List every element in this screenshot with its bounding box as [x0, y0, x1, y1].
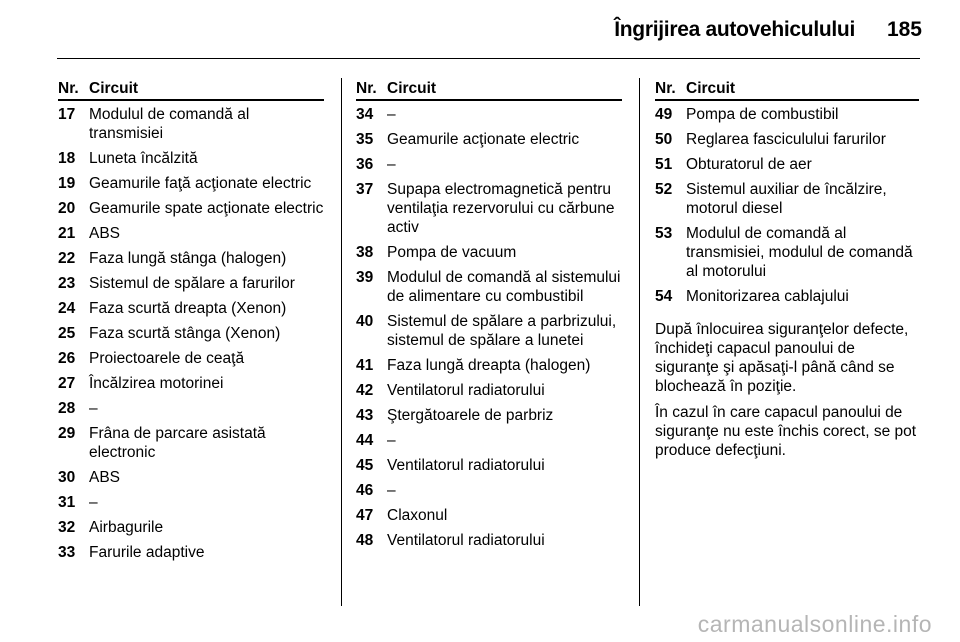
fuse-number: 54	[655, 288, 673, 305]
fuse-number: 40	[356, 313, 374, 330]
fuse-circuit: Faza lungă dreapta (halogen)	[387, 357, 591, 374]
table-header	[655, 79, 919, 101]
fuse-table-column-2	[356, 79, 622, 556]
fuse-circuit: Faza scurtă stânga (Xenon)	[89, 325, 281, 342]
fuse-number: 17	[58, 106, 76, 123]
fuse-circuit: Faza lungă stânga (halogen)	[89, 250, 287, 267]
fuse-table-column-1	[58, 79, 324, 568]
header-circuit: Circuit	[89, 80, 139, 97]
fuse-circuit: Ventilatorul radiatorului	[387, 457, 545, 474]
fuse-number: 33	[58, 544, 76, 561]
fuse-number: 30	[58, 469, 76, 486]
fuse-number: 45	[356, 457, 374, 474]
fuse-row	[58, 299, 324, 318]
fuse-circuit: Luneta încălzită	[89, 150, 198, 167]
fuse-circuit: Claxonul	[387, 507, 448, 524]
fuse-circuit: Faza scurtă dreapta (Xenon)	[89, 300, 287, 317]
fuse-row	[655, 155, 919, 174]
column-divider	[639, 78, 640, 606]
header-nr: Nr.	[58, 80, 79, 97]
fuse-row	[58, 324, 324, 343]
instructions	[655, 320, 919, 460]
fuse-circuit: Obturatorul de aer	[686, 156, 812, 173]
fuse-circuit: Geamurile spate acţionate electric	[89, 200, 324, 217]
fuse-row	[58, 174, 324, 193]
fuse-number: 49	[655, 106, 673, 123]
fuse-row	[356, 456, 622, 475]
fuse-row	[58, 224, 324, 243]
fuse-row	[356, 406, 622, 425]
fuse-row	[356, 431, 622, 450]
fuse-row	[356, 481, 622, 500]
fuse-row	[356, 180, 622, 237]
header-nr: Nr.	[356, 80, 377, 97]
fuse-rows	[655, 105, 919, 306]
fuse-row	[356, 312, 622, 350]
fuse-circuit: Monitorizarea cablajului	[686, 288, 849, 305]
fuse-row	[58, 149, 324, 168]
fuse-row	[58, 105, 324, 143]
fuse-row	[58, 468, 324, 487]
header-nr: Nr.	[655, 80, 676, 97]
table-header	[356, 79, 622, 101]
fuse-number: 53	[655, 225, 673, 242]
fuse-row	[356, 268, 622, 306]
fuse-number: 50	[655, 131, 673, 148]
fuse-number: 52	[655, 181, 673, 198]
fuse-row	[655, 224, 919, 281]
fuse-circuit: –	[89, 494, 98, 511]
fuse-number: 41	[356, 357, 374, 374]
fuse-row	[356, 155, 622, 174]
fuse-row	[356, 356, 622, 375]
watermark: carmanualsonline.info	[697, 611, 932, 637]
fuse-row	[58, 349, 324, 368]
fuse-row	[356, 381, 622, 400]
fuse-row	[58, 399, 324, 418]
fuse-number: 36	[356, 156, 374, 173]
fuse-number: 20	[58, 200, 76, 217]
fuse-row	[58, 543, 324, 562]
fuse-number: 51	[655, 156, 673, 173]
fuse-number: 44	[356, 432, 374, 449]
fuse-circuit: Ştergătoarele de parbriz	[387, 407, 554, 424]
fuse-number: 48	[356, 532, 374, 549]
fuse-rows	[58, 105, 324, 562]
fuse-row	[655, 180, 919, 218]
fuse-circuit: Frâna de parcare asistată electronic	[89, 425, 266, 461]
fuse-number: 25	[58, 325, 76, 342]
fuse-number: 19	[58, 175, 76, 192]
fuse-number: 29	[58, 425, 76, 442]
fuse-row	[356, 130, 622, 149]
fuse-row	[58, 374, 324, 393]
fuse-number: 28	[58, 400, 76, 417]
page-header	[0, 18, 960, 48]
table-header	[58, 79, 324, 101]
fuse-circuit: ABS	[89, 225, 121, 242]
fuse-table-column-3	[655, 79, 919, 467]
fuse-row	[655, 130, 919, 149]
fuse-circuit: Airbagurile	[89, 519, 164, 536]
fuse-number: 32	[58, 519, 76, 536]
fuse-circuit: Ventilatorul radiatorului	[387, 382, 545, 399]
fuse-row	[356, 243, 622, 262]
fuse-row	[58, 424, 324, 462]
fuse-number: 38	[356, 244, 374, 261]
fuse-circuit: –	[387, 156, 396, 173]
fuse-number: 43	[356, 407, 374, 424]
fuse-row	[356, 105, 622, 124]
fuse-circuit: Sistemul auxiliar de încălzire, motorul diesel	[686, 181, 887, 217]
section-title: Îngrijirea autovehiculului	[614, 18, 855, 41]
fuse-circuit: Pompa de vacuum	[387, 244, 517, 261]
fuse-number: 35	[356, 131, 374, 148]
fuse-rows	[356, 105, 622, 550]
fuse-circuit: Reglarea fasciculului farurilor	[686, 131, 886, 148]
fuse-circuit: Modulul de comandă al sistemului de alimentare cu combustibil	[387, 269, 621, 305]
page-number: 185	[886, 18, 922, 41]
fuse-row	[356, 506, 622, 525]
fuse-number: 21	[58, 225, 76, 242]
column-divider	[341, 78, 342, 606]
header-circuit: Circuit	[686, 80, 736, 97]
fuse-number: 23	[58, 275, 76, 292]
fuse-circuit: Proiectoarele de ceaţă	[89, 350, 245, 367]
fuse-circuit: Supapa electromagnetică pentru ventilaţia rezervorului cu cărbune activ	[387, 181, 615, 236]
fuse-row	[58, 518, 324, 537]
fuse-circuit: –	[89, 400, 98, 417]
fuse-circuit: Încălzirea motorinei	[89, 375, 224, 392]
fuse-number: 47	[356, 507, 374, 524]
fuse-number: 22	[58, 250, 76, 267]
fuse-row	[356, 531, 622, 550]
fuse-number: 37	[356, 181, 374, 198]
fuse-circuit: Sistemul de spălare a farurilor	[89, 275, 295, 292]
fuse-number: 46	[356, 482, 374, 499]
fuse-number: 42	[356, 382, 374, 399]
instruction-paragraph: După înlocuirea siguranţelor defecte, închideţi capacul panoului de siguranţe şi apăsaţi-l până când se blochează în poziţie.	[655, 321, 909, 395]
fuse-circuit: –	[387, 482, 396, 499]
fuse-row	[58, 249, 324, 268]
fuse-row	[58, 493, 324, 512]
fuse-circuit: –	[387, 432, 396, 449]
fuse-number: 34	[356, 106, 374, 123]
fuse-circuit: –	[387, 106, 396, 123]
header-circuit: Circuit	[387, 80, 437, 97]
fuse-circuit: Sistemul de spălare a parbrizului, sistemul de spălare a lunetei	[387, 313, 617, 349]
instruction-paragraph: În cazul în care capacul panoului de siguranţe nu este închis corect, se pot produce defecţiuni.	[655, 404, 917, 459]
fuse-number: 39	[356, 269, 374, 286]
fuse-row	[58, 199, 324, 218]
fuse-number: 27	[58, 375, 76, 392]
fuse-number: 18	[58, 150, 76, 167]
fuse-circuit: Geamurile acţionate electric	[387, 131, 580, 148]
fuse-circuit: Ventilatorul radiatorului	[387, 532, 545, 549]
header-rule	[57, 58, 920, 59]
fuse-circuit: Geamurile faţă acţionate electric	[89, 175, 312, 192]
fuse-circuit: Modulul de comandă al transmisiei	[89, 106, 250, 142]
fuse-row	[655, 105, 919, 124]
fuse-number: 26	[58, 350, 76, 367]
fuse-number: 31	[58, 494, 76, 511]
fuse-number: 24	[58, 300, 76, 317]
fuse-row	[58, 274, 324, 293]
fuse-circuit: Pompa de combustibil	[686, 106, 839, 123]
fuse-circuit: Modulul de comandă al transmisiei, modulul de comandă al motorului	[686, 225, 913, 280]
fuse-circuit: ABS	[89, 469, 121, 486]
fuse-circuit: Farurile adaptive	[89, 544, 205, 561]
fuse-row	[655, 287, 919, 306]
